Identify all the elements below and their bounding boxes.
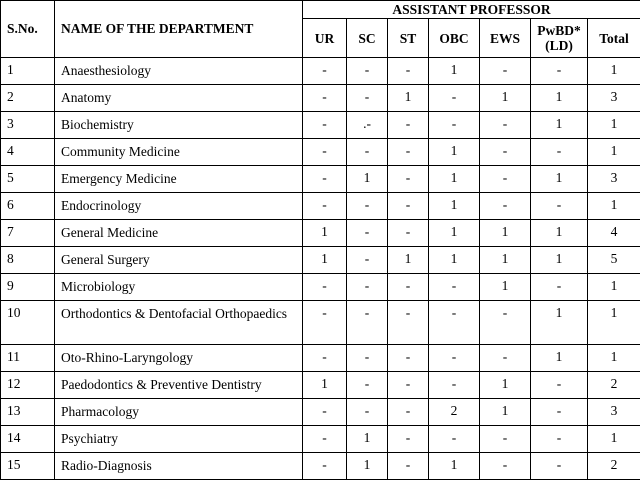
ews-cell: 1 [480, 85, 531, 112]
total-cell: 1 [588, 58, 640, 85]
department-cell: Pharmacology [55, 399, 303, 426]
total-cell: 1 [588, 193, 640, 220]
ews-cell: 1 [480, 399, 531, 426]
sc-cell: - [347, 220, 388, 247]
table-row [1, 372, 640, 399]
ews-cell: - [480, 301, 531, 345]
sc-cell: 1 [347, 166, 388, 193]
department-cell: Anaesthesiology [55, 58, 303, 85]
sno-cell: 6 [1, 193, 55, 220]
sno-cell: 10 [1, 301, 55, 345]
department-cell: Orthodontics & Dentofacial Orthopaedics [55, 301, 303, 345]
total-cell: 3 [588, 399, 640, 426]
st-cell: - [388, 345, 429, 372]
pwbd-cell: - [531, 372, 588, 399]
sno-cell: 4 [1, 139, 55, 166]
table-row [1, 247, 640, 274]
obc-cell: - [429, 301, 480, 345]
table-row [1, 112, 640, 139]
sno-cell: 3 [1, 112, 55, 139]
pwbd-cell: - [531, 139, 588, 166]
department-cell: Microbiology [55, 274, 303, 301]
ews-cell: - [480, 426, 531, 453]
column-header-ews: EWS [480, 19, 531, 58]
obc-cell: 1 [429, 247, 480, 274]
ur-cell: - [303, 193, 347, 220]
total-cell: 1 [588, 426, 640, 453]
department-cell: Paedodontics & Preventive Dentistry [55, 372, 303, 399]
st-cell: 1 [388, 247, 429, 274]
table-row [1, 301, 640, 345]
sc-cell: - [347, 247, 388, 274]
obc-cell: - [429, 85, 480, 112]
st-cell: - [388, 426, 429, 453]
ews-cell: 1 [480, 220, 531, 247]
total-cell: 1 [588, 139, 640, 166]
department-cell: Oto-Rhino-Laryngology [55, 345, 303, 372]
ur-cell: - [303, 85, 347, 112]
ews-cell: - [480, 166, 531, 193]
total-cell: 5 [588, 247, 640, 274]
obc-cell: - [429, 274, 480, 301]
obc-cell: - [429, 345, 480, 372]
ur-cell: - [303, 166, 347, 193]
st-cell: - [388, 301, 429, 345]
table-row [1, 453, 640, 480]
table-row [1, 139, 640, 166]
sc-cell: - [347, 193, 388, 220]
pwbd-cell: 1 [531, 112, 588, 139]
ur-cell: 1 [303, 220, 347, 247]
obc-cell: 2 [429, 399, 480, 426]
ews-cell: 1 [480, 247, 531, 274]
pwbd-cell: 1 [531, 345, 588, 372]
pwbd-cell: - [531, 274, 588, 301]
table-body [1, 58, 640, 480]
department-cell: Anatomy [55, 85, 303, 112]
sc-cell: .- [347, 112, 388, 139]
pwbd-cell: 1 [531, 85, 588, 112]
st-cell: - [388, 274, 429, 301]
assistant-professor-header: ASSISTANT PROFESSOR [303, 1, 640, 19]
sc-cell: - [347, 139, 388, 166]
obc-cell: - [429, 112, 480, 139]
table-row [1, 399, 640, 426]
table-row [1, 220, 640, 247]
st-cell: - [388, 166, 429, 193]
table-header-row-1 [1, 1, 640, 19]
pwbd-cell: - [531, 58, 588, 85]
column-header-total: Total [588, 19, 640, 58]
sno-cell: 9 [1, 274, 55, 301]
ews-cell: - [480, 193, 531, 220]
ews-cell: 1 [480, 372, 531, 399]
st-cell: - [388, 193, 429, 220]
sno-cell: 7 [1, 220, 55, 247]
sno-header: S.No. [1, 1, 55, 58]
department-cell: Psychiatry [55, 426, 303, 453]
ews-cell: - [480, 345, 531, 372]
total-cell: 2 [588, 372, 640, 399]
st-cell: - [388, 453, 429, 480]
department-cell: General Medicine [55, 220, 303, 247]
pwbd-cell: - [531, 399, 588, 426]
department-cell: Emergency Medicine [55, 166, 303, 193]
sc-cell: - [347, 58, 388, 85]
table-row [1, 345, 640, 372]
st-cell: - [388, 220, 429, 247]
sno-cell: 11 [1, 345, 55, 372]
sc-cell: - [347, 274, 388, 301]
department-cell: General Surgery [55, 247, 303, 274]
obc-cell: 1 [429, 220, 480, 247]
sno-cell: 12 [1, 372, 55, 399]
ews-cell: - [480, 453, 531, 480]
obc-cell: 1 [429, 453, 480, 480]
table-row [1, 166, 640, 193]
department-cell: Radio-Diagnosis [55, 453, 303, 480]
ur-cell: - [303, 139, 347, 166]
ews-cell: 1 [480, 274, 531, 301]
sno-cell: 1 [1, 58, 55, 85]
ur-cell: 1 [303, 247, 347, 274]
total-cell: 1 [588, 345, 640, 372]
total-cell: 1 [588, 301, 640, 345]
st-cell: - [388, 139, 429, 166]
sno-cell: 14 [1, 426, 55, 453]
obc-cell: 1 [429, 166, 480, 193]
department-cell: Community Medicine [55, 139, 303, 166]
sno-cell: 5 [1, 166, 55, 193]
column-header-sc: SC [347, 19, 388, 58]
pwbd-cell: 1 [531, 166, 588, 193]
sno-cell: 2 [1, 85, 55, 112]
sc-cell: 1 [347, 453, 388, 480]
ur-cell: - [303, 426, 347, 453]
pwbd-cell: 1 [531, 301, 588, 345]
ur-cell: - [303, 345, 347, 372]
total-cell: 4 [588, 220, 640, 247]
total-cell: 1 [588, 274, 640, 301]
column-header-ur: UR [303, 19, 347, 58]
department-header: NAME OF THE DEPARTMENT [55, 1, 303, 58]
st-cell: 1 [388, 85, 429, 112]
ur-cell: - [303, 58, 347, 85]
total-cell: 3 [588, 85, 640, 112]
table-row [1, 193, 640, 220]
total-cell: 1 [588, 112, 640, 139]
department-cell: Endocrinology [55, 193, 303, 220]
table-row [1, 274, 640, 301]
sno-cell: 15 [1, 453, 55, 480]
pwbd-cell: - [531, 426, 588, 453]
sc-cell: 1 [347, 426, 388, 453]
ur-cell: 1 [303, 372, 347, 399]
table-row [1, 85, 640, 112]
pwbd-cell: 1 [531, 247, 588, 274]
pwbd-cell: - [531, 193, 588, 220]
table-row [1, 58, 640, 85]
st-cell: - [388, 399, 429, 426]
ews-cell: - [480, 139, 531, 166]
ur-cell: - [303, 399, 347, 426]
sno-cell: 8 [1, 247, 55, 274]
sc-cell: - [347, 372, 388, 399]
total-cell: 2 [588, 453, 640, 480]
obc-cell: 1 [429, 139, 480, 166]
ews-cell: - [480, 58, 531, 85]
sc-cell: - [347, 85, 388, 112]
obc-cell: 1 [429, 58, 480, 85]
pwbd-cell: - [531, 453, 588, 480]
sno-cell: 13 [1, 399, 55, 426]
total-cell: 3 [588, 166, 640, 193]
obc-cell: - [429, 372, 480, 399]
column-header-obc: OBC [429, 19, 480, 58]
department-cell: Biochemistry [55, 112, 303, 139]
ews-cell: - [480, 112, 531, 139]
ur-cell: - [303, 112, 347, 139]
column-header-pwbd: PwBD* (LD) [531, 19, 588, 58]
obc-cell: - [429, 426, 480, 453]
st-cell: - [388, 372, 429, 399]
sc-cell: - [347, 301, 388, 345]
sc-cell: - [347, 345, 388, 372]
ur-cell: - [303, 274, 347, 301]
st-cell: - [388, 58, 429, 85]
obc-cell: 1 [429, 193, 480, 220]
ur-cell: - [303, 453, 347, 480]
ur-cell: - [303, 301, 347, 345]
table-row [1, 426, 640, 453]
sc-cell: - [347, 399, 388, 426]
column-header-st: ST [388, 19, 429, 58]
st-cell: - [388, 112, 429, 139]
pwbd-cell: 1 [531, 220, 588, 247]
